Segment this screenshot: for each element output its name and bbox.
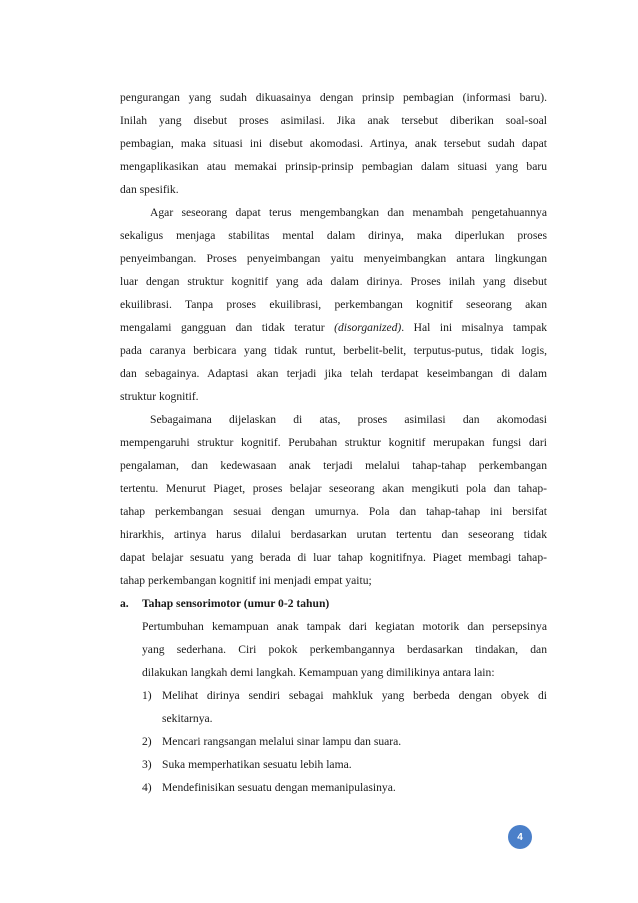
list-item xyxy=(142,776,547,799)
text-segment: . Hal ini misalnya tampak xyxy=(401,321,548,334)
text-line: dan sebagainya. Adaptasi akan terjadi jika telah terdapat keseimbangan di dalam xyxy=(120,367,547,380)
text-line: Melihat dirinya sendiri sebagai mahkluk yang berbeda dengan obyek di xyxy=(162,689,547,702)
text-line: yang sederhana. Ciri pokok perkembangannya berdasarkan tindakan, dan xyxy=(142,643,547,656)
list-item xyxy=(142,684,547,730)
text-line-with-italic xyxy=(120,316,547,339)
section-marker: a. xyxy=(120,597,129,610)
text-segment: mengalami gangguan dan tidak teratur xyxy=(120,321,335,334)
text-line: dan spesifik. xyxy=(120,183,179,196)
document-body xyxy=(120,86,547,799)
text-line: sekitarnya. xyxy=(162,712,213,725)
text-line: penyeimbangan. Proses penyeimbangan yaitu menyeimbangkan antara lingkungan xyxy=(120,252,547,265)
section-body xyxy=(120,615,547,799)
italic-term: (disorganized) xyxy=(334,321,402,334)
text-line: pada caranya berbicara yang tidak runtut, berbelit-belit, terputus-putus, tidak logis, xyxy=(120,344,547,357)
paragraph-3 xyxy=(120,408,547,592)
text-line: ekuilibrasi. Tanpa proses ekuilibrasi, perkembangan kognitif seseorang akan xyxy=(120,298,547,311)
text-line: struktur kognitif. xyxy=(120,390,199,403)
list-number: 3) xyxy=(142,758,152,771)
text-line: dilakukan langkah demi langkah. Kemampuan yang dimilikinya antara lain: xyxy=(142,666,495,679)
list-text: Mencari rangsangan melalui sinar lampu dan suara. xyxy=(162,735,402,748)
text-line: tahap perkembangan kognitif ini menjadi empat yaitu; xyxy=(120,574,372,587)
text-line: Agar seseorang dapat terus mengembangkan dan menambah pengetahuannya xyxy=(150,206,547,219)
list-text: Suka memperhatikan sesuatu lebih lama. xyxy=(162,758,352,771)
text-line: luar dengan struktur kognitif yang ada dalam dirinya. Proses inilah yang disebut xyxy=(120,275,547,288)
text-line: pengurangan yang sudah dikuasainya dengan prinsip pembagian (informasi baru). xyxy=(120,91,547,104)
text-line: tertentu. Menurut Piaget, proses belajar seseorang akan mengikuti pola dan tahap- xyxy=(120,482,547,495)
list-text xyxy=(162,684,547,730)
text-line: pembagian, maka situasi ini disebut akomodasi. Artinya, anak tersebut sudah dapat xyxy=(120,137,547,150)
text-line: dapat belajar sesuatu yang berada di luar tahap kognitifnya. Piaget membagi tahap- xyxy=(120,551,547,564)
list-item xyxy=(142,753,547,776)
page-number-badge: 4 xyxy=(508,825,532,849)
text-line: Sebagaimana dijelaskan di atas, proses asimilasi dan akomodasi xyxy=(150,413,547,426)
text-line: pengalaman, dan kedewasaan anak terjadi melalui tahap-tahap perkembangan xyxy=(120,459,547,472)
text-line: mengaplikasikan atau memakai prinsip-prinsip pembagian dalam situasi yang baru xyxy=(120,160,547,173)
paragraph-2 xyxy=(120,201,547,408)
text-line: Pertumbuhan kemampuan anak tampak dari kegiatan motorik dan persepsinya xyxy=(142,620,547,633)
text-line: sekaligus menjaga stabilitas mental dalam dirinya, maka diperlukan proses xyxy=(120,229,547,242)
text-line: hirarkhis, artinya harus dilalui berdasarkan urutan tertentu dan seseorang tidak xyxy=(120,528,547,541)
text-line: mempengaruhi struktur kognitif. Perubahan struktur kognitif merupakan fungsi dari xyxy=(120,436,547,449)
list-number: 1) xyxy=(142,689,152,702)
text-line: tahap perkembangan sesuai dengan umurnya. Pola dan tahap-tahap ini bersifat xyxy=(120,505,547,518)
text-line: Inilah yang disebut proses asimilasi. Jika anak tersebut diberikan soal-soal xyxy=(120,114,547,127)
paragraph-1 xyxy=(120,86,547,201)
section-title: Tahap sensorimotor (umur 0-2 tahun) xyxy=(142,597,330,610)
section-heading xyxy=(120,592,547,615)
list-number: 2) xyxy=(142,735,152,748)
list-text: Mendefinisikan sesuatu dengan memanipulasinya. xyxy=(162,781,396,794)
list-number: 4) xyxy=(142,781,152,794)
list-item xyxy=(142,730,547,753)
